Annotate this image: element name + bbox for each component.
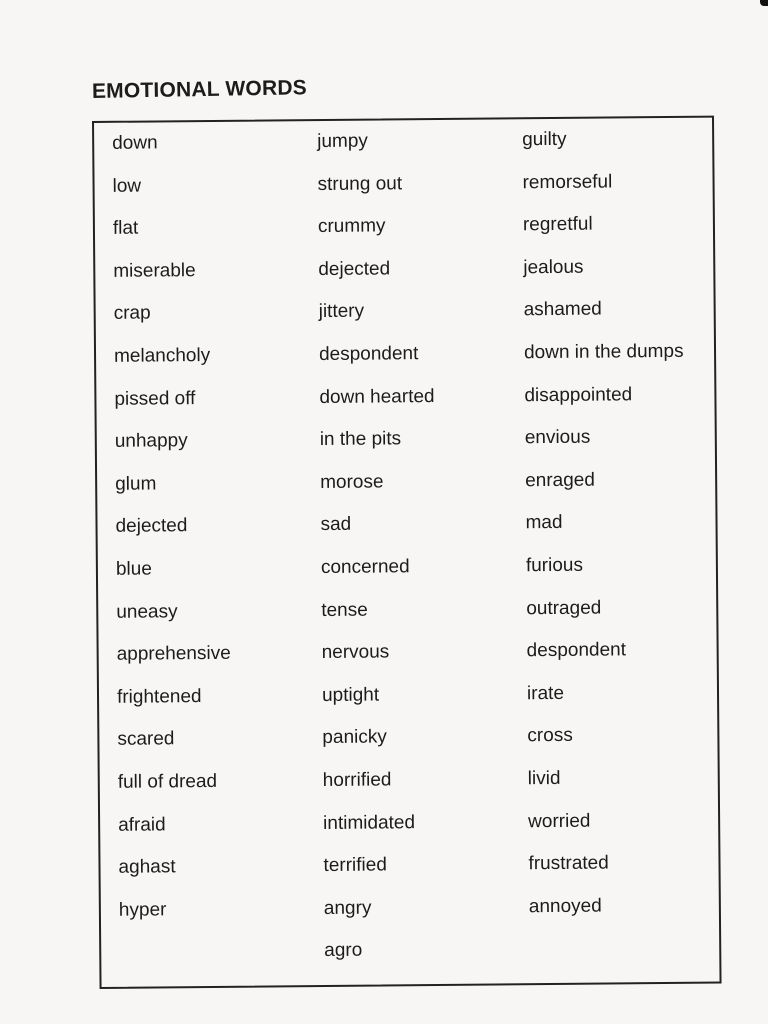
word-item: in the pits bbox=[319, 428, 402, 451]
word-item: livid bbox=[527, 767, 561, 790]
page-title: EMOTIONAL WORDS bbox=[91, 76, 308, 103]
word-item: mad bbox=[525, 512, 563, 534]
word-item: uneasy bbox=[116, 600, 178, 623]
word-item: down in the dumps bbox=[523, 340, 684, 364]
word-item: furious bbox=[525, 554, 584, 577]
word-item: disappointed bbox=[524, 383, 633, 406]
word-item: irate bbox=[526, 682, 565, 705]
word-item: ashamed bbox=[523, 298, 602, 321]
word-item: apprehensive bbox=[116, 642, 231, 665]
word-item: jittery bbox=[318, 301, 365, 323]
word-item: terrified bbox=[323, 854, 387, 877]
word-item: tense bbox=[321, 599, 368, 621]
word-item: annoyed bbox=[528, 895, 602, 918]
word-item: dejected bbox=[318, 258, 391, 280]
word-item: remorseful bbox=[522, 171, 613, 193]
word-item: jumpy bbox=[317, 130, 368, 153]
word-item: angry bbox=[323, 897, 372, 919]
word-item: flat bbox=[112, 217, 139, 240]
word-item: melancholy bbox=[113, 344, 211, 367]
word-item: sad bbox=[320, 514, 352, 536]
word-item: cross bbox=[527, 725, 573, 747]
word-item: guilty bbox=[522, 128, 567, 151]
word-list-box bbox=[92, 116, 722, 989]
word-item: worried bbox=[528, 810, 591, 832]
word-item: uptight bbox=[321, 684, 380, 706]
word-item: glum bbox=[115, 473, 157, 495]
word-item: outraged bbox=[526, 597, 602, 619]
word-item: nervous bbox=[321, 641, 390, 664]
word-item: unhappy bbox=[114, 430, 188, 453]
word-item: envious bbox=[524, 426, 591, 449]
page-corner-mark bbox=[760, 0, 768, 6]
word-item: agro bbox=[324, 940, 363, 962]
word-item: enraged bbox=[525, 469, 595, 492]
word-item: aghast bbox=[118, 856, 176, 878]
word-item: down bbox=[112, 132, 158, 154]
word-item: despondent bbox=[526, 639, 627, 662]
word-item: scared bbox=[117, 728, 175, 751]
word-item: afraid bbox=[118, 813, 166, 836]
word-item: full of dread bbox=[117, 770, 218, 793]
word-item: jealous bbox=[523, 256, 584, 279]
word-item: despondent bbox=[318, 343, 419, 366]
word-item: crap bbox=[113, 302, 151, 325]
word-item: miserable bbox=[113, 259, 196, 282]
word-item: crummy bbox=[317, 215, 386, 238]
word-item: concerned bbox=[320, 556, 410, 579]
word-item: horrified bbox=[322, 769, 392, 792]
word-item: down hearted bbox=[319, 385, 435, 408]
word-item: pissed off bbox=[114, 387, 196, 410]
word-item: dejected bbox=[115, 515, 188, 538]
word-item: frightened bbox=[116, 685, 202, 708]
word-item: regretful bbox=[522, 213, 593, 236]
word-item: morose bbox=[320, 471, 384, 493]
word-item: low bbox=[112, 175, 142, 197]
word-item: hyper bbox=[118, 899, 167, 921]
word-item: frustrated bbox=[528, 852, 609, 875]
word-item: strung out bbox=[317, 172, 403, 195]
word-item: panicky bbox=[322, 726, 387, 749]
word-item: blue bbox=[115, 558, 152, 580]
word-item: intimidated bbox=[323, 811, 416, 834]
